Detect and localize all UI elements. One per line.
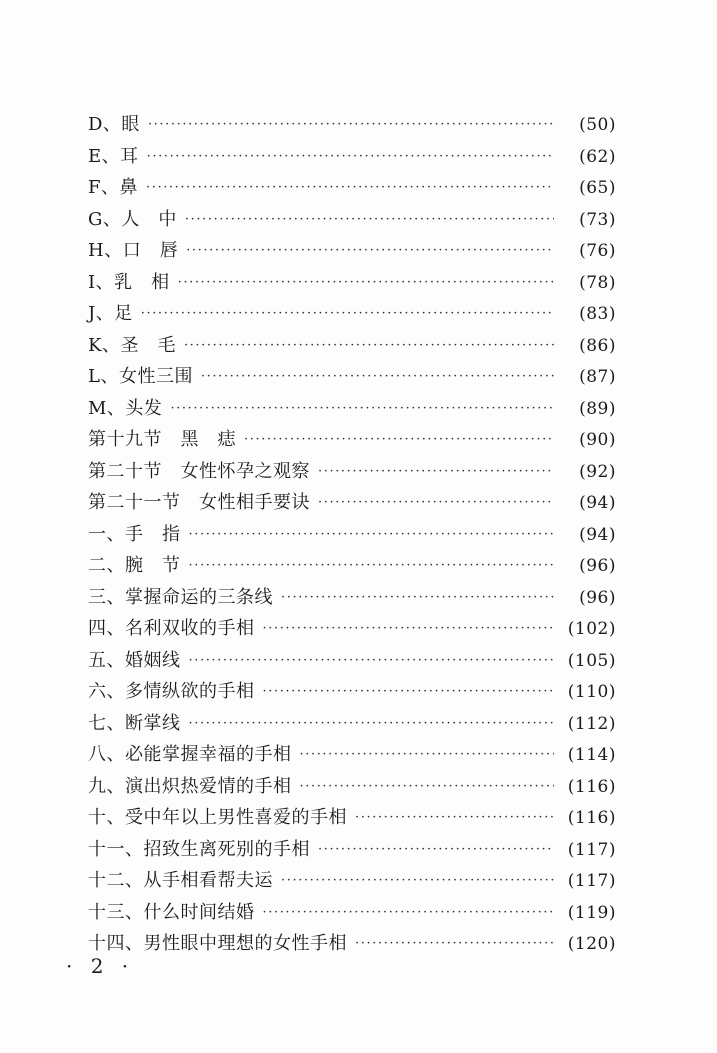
- toc-entry-title: 三、掌握命运的三条线: [88, 586, 273, 608]
- toc-entry-title: 一、手 指: [88, 523, 181, 545]
- toc-entry-title: 十一、招致生离死别的手相: [88, 838, 310, 860]
- toc-entry-title: 十四、男性眼中理想的女性手相: [88, 933, 347, 954]
- toc-entry-title: 五、婚姻线: [88, 649, 181, 671]
- toc-entry-page: (87): [579, 367, 616, 387]
- toc-entry: [88, 677, 616, 709]
- toc-entry: [88, 236, 616, 268]
- toc-entry-title: M、头发: [88, 397, 163, 419]
- toc-entry-title: G、人 中: [88, 208, 177, 230]
- dot-leader: [355, 810, 554, 825]
- toc-entry-page: (94): [579, 524, 616, 545]
- toc-entry-page: (76): [579, 241, 616, 261]
- toc-entry-page: (114): [567, 745, 616, 765]
- toc-entry: [88, 205, 616, 237]
- toc-entry: [88, 331, 616, 363]
- table-of-contents: [88, 110, 616, 961]
- toc-entry-page: (86): [579, 335, 616, 356]
- toc-entry-page: (119): [567, 902, 616, 923]
- dot-leader: [186, 243, 554, 258]
- toc-entry-title: 第二十一节 女性相手要诀: [88, 492, 310, 513]
- toc-entry: [88, 709, 616, 741]
- toc-entry-page: (96): [579, 587, 616, 608]
- dot-leader: [300, 747, 555, 762]
- toc-entry-page: (73): [579, 209, 616, 230]
- toc-entry: [88, 425, 616, 457]
- dot-leader: [178, 275, 554, 290]
- toc-entry: [88, 646, 616, 678]
- toc-entry-page: (62): [579, 146, 616, 167]
- toc-entry: [88, 110, 616, 142]
- toc-entry: [88, 362, 616, 394]
- toc-entry: [88, 803, 616, 835]
- toc-entry-title: 六、多情纵欲的手相: [88, 681, 255, 702]
- page-number: · 2 ·: [66, 954, 135, 978]
- toc-entry: [88, 551, 616, 583]
- toc-entry-page: (89): [579, 398, 616, 419]
- toc-entry: [88, 583, 616, 615]
- dot-leader: [355, 936, 554, 951]
- dot-leader: [170, 401, 554, 416]
- dot-leader: [263, 684, 555, 699]
- toc-entry-page: (112): [567, 713, 616, 734]
- dot-leader: [263, 621, 555, 636]
- toc-entry: [88, 866, 616, 898]
- toc-entry-page: (92): [579, 461, 616, 482]
- dot-leader: [281, 590, 554, 605]
- toc-entry-page: (50): [579, 115, 616, 135]
- toc-entry-title: 十、受中年以上男性喜爱的手相: [88, 807, 347, 828]
- toc-entry-title: 八、必能掌握幸福的手相: [88, 744, 292, 765]
- toc-entry-page: (120): [567, 934, 616, 954]
- toc-entry-page: (116): [567, 776, 616, 797]
- dot-leader: [189, 558, 555, 573]
- dot-leader: [318, 495, 554, 510]
- toc-entry-title: D、眼: [88, 114, 140, 135]
- toc-entry-page: (83): [579, 304, 616, 324]
- toc-entry-page: (105): [567, 650, 616, 671]
- toc-entry-page: (78): [579, 272, 616, 293]
- dot-leader: [146, 180, 554, 195]
- dot-leader: [147, 149, 554, 164]
- toc-entry-title: E、耳: [88, 145, 139, 167]
- toc-entry-page: (117): [567, 871, 616, 891]
- dot-leader: [189, 716, 555, 731]
- dot-leader: [281, 873, 554, 888]
- toc-entry: [88, 457, 616, 489]
- toc-entry-page: (117): [567, 839, 616, 860]
- toc-entry: [88, 488, 616, 520]
- toc-entry: [88, 299, 616, 331]
- toc-entry: [88, 173, 616, 205]
- toc-entry-title: I、乳 相: [88, 271, 170, 293]
- toc-entry-title: L、女性三围: [88, 366, 193, 387]
- toc-entry-title: 七、断掌线: [88, 712, 181, 734]
- dot-leader: [184, 338, 554, 353]
- toc-entry: [88, 614, 616, 646]
- dot-leader: [189, 653, 555, 668]
- dot-leader: [185, 212, 554, 227]
- toc-entry-page: (90): [579, 430, 616, 450]
- dot-leader: [141, 306, 554, 321]
- toc-entry: [88, 835, 616, 867]
- dot-leader: [263, 905, 555, 920]
- toc-entry: [88, 898, 616, 930]
- dot-leader: [318, 464, 554, 479]
- toc-entry-page: (96): [579, 556, 616, 576]
- toc-entry: [88, 740, 616, 772]
- toc-entry: [88, 142, 616, 174]
- toc-entry-page: (116): [567, 808, 616, 828]
- toc-entry: [88, 772, 616, 804]
- toc-entry-title: F、鼻: [88, 177, 138, 198]
- toc-entry: [88, 394, 616, 426]
- toc-entry-title: 四、名利双收的手相: [88, 618, 255, 639]
- toc-entry-title: 十三、什么时间结婚: [88, 901, 255, 923]
- dot-leader: [300, 779, 555, 794]
- toc-entry-page: (102): [567, 619, 616, 639]
- toc-entry-page: (110): [567, 682, 616, 702]
- dot-leader: [201, 369, 554, 384]
- toc-entry: [88, 268, 616, 300]
- dot-leader: [148, 117, 554, 132]
- toc-entry-title: J、足: [88, 303, 133, 324]
- toc-entry: [88, 520, 616, 552]
- dot-leader: [244, 432, 554, 447]
- dot-leader: [189, 527, 555, 542]
- toc-entry-page: (94): [579, 493, 616, 513]
- toc-entry-title: 第十九节 黑 痣: [88, 429, 236, 450]
- toc-entry-title: 九、演出炽热爱情的手相: [88, 775, 292, 797]
- toc-entry-title: K、圣 毛: [88, 334, 176, 356]
- toc-entry-title: H、口 唇: [88, 240, 179, 261]
- toc-entry-title: 十二、从手相看帮夫运: [88, 870, 273, 891]
- toc-entry-title: 二、腕 节: [88, 555, 181, 576]
- toc-entry: [88, 929, 616, 961]
- toc-entry-page: (65): [579, 178, 616, 198]
- toc-entry-title: 第二十节 女性怀孕之观察: [88, 460, 310, 482]
- dot-leader: [318, 842, 554, 857]
